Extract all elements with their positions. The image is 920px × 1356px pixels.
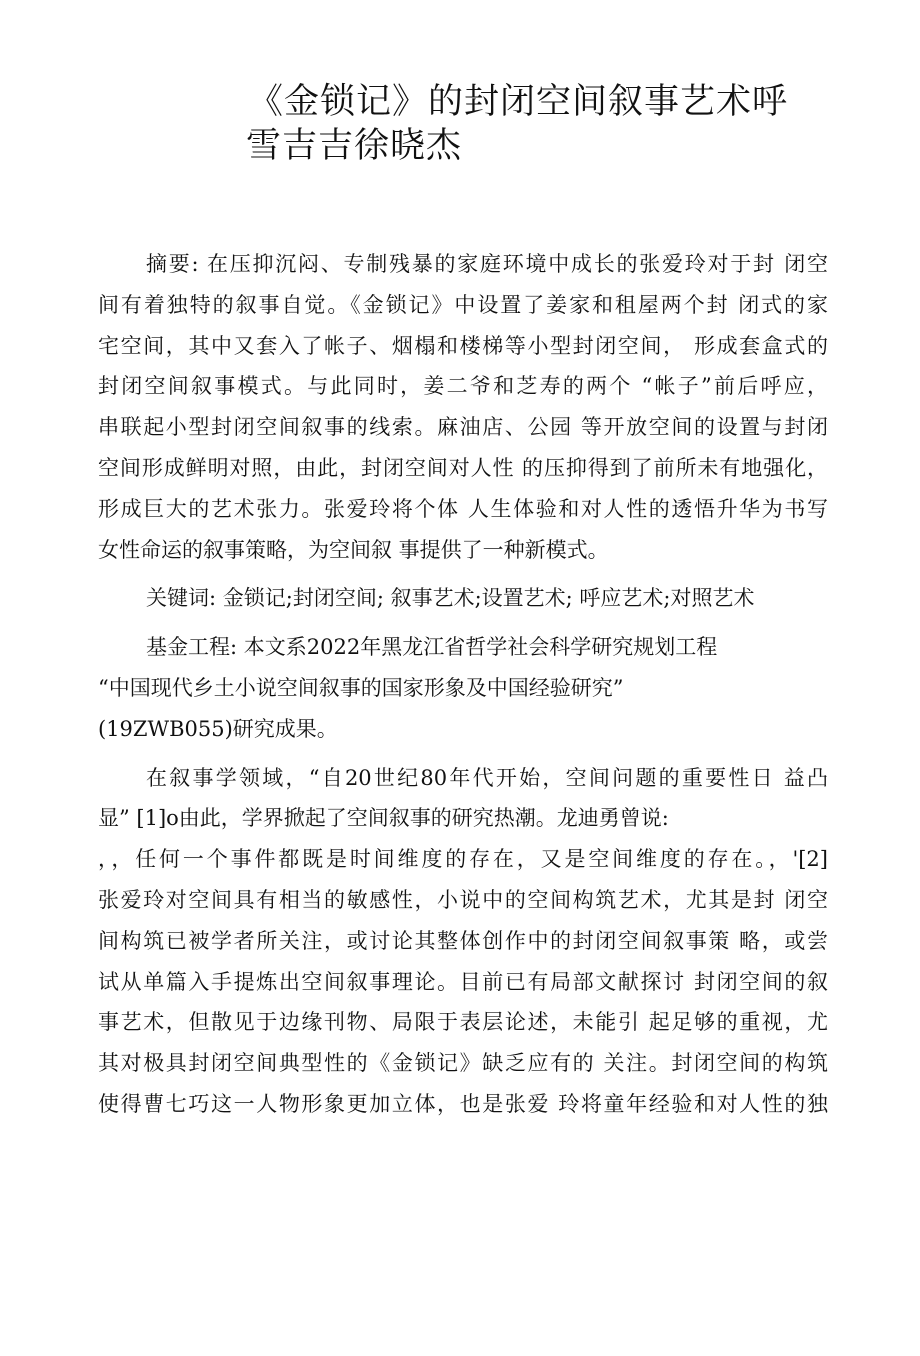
intro-line: 在叙事学领域，“自20世纪80年代开始，空间问题的重要性日 益凸: [146, 765, 828, 790]
fund-line: “中国现代乡土小说空间叙事的国家形象及中国经验研究”: [98, 675, 624, 700]
intro-line: 事艺术，但散见于边缘刊物、局限于表层论述，未能引 起足够的重视，尤: [98, 1010, 828, 1035]
article-title: [246, 80, 846, 168]
article-body: [98, 244, 828, 1125]
intro-line: 张爱玲对空间具有相当的敏感性，小说中的空间构筑艺术，尤其是封 闭空: [98, 887, 828, 912]
spacer: [98, 619, 828, 627]
title-line-1: 《金锁记》的封闭空间叙事艺术呼: [248, 82, 789, 122]
intro-line: 试从单篇入手提炼出空间叙事理论。目前已有局部文献探讨 封闭空间的叙: [98, 969, 828, 994]
spacer: [98, 570, 828, 578]
abstract-line: 女性命运的叙事策略，为空间叙 事提供了一种新模式。: [98, 537, 609, 562]
fund-paragraph: [98, 627, 828, 749]
intro-paragraph: [98, 758, 828, 1125]
abstract-line: 宅空间，其中又套入了帐子、烟榻和楼梯等小型封闭空间， 形成套盒式的: [98, 333, 828, 358]
abstract-line: 串联起小型封闭空间叙事的线索。麻油店、公园 等开放空间的设置与封闭: [98, 415, 828, 440]
intro-line: 间构筑已被学者所关注，或讨论其整体创作中的封闭空间叙事策 略，或尝: [98, 928, 828, 953]
title-line-2: 雪吉吉徐晓杰: [246, 126, 463, 166]
fund-line: 基金工程: 本文系2022年黑龙江省哲学社会科学研究规划工程: [146, 635, 718, 660]
abstract-line: 封闭空间叙事模式。与此同时，姜二爷和芝寿的两个 “帐子”前后呼应，: [98, 374, 828, 399]
abstract-line: 间有着独特的叙事自觉。《金锁记》中设置了姜家和租屋两个封 闭式的家: [98, 292, 828, 317]
intro-line: 其对极具封闭空间典型性的《金锁记》缺乏应有的 关注。封闭空间的构筑: [98, 1051, 828, 1076]
abstract-line: 形成巨大的艺术张力。张爱玲将个体 人生体验和对人性的透悟升华为书写: [98, 496, 828, 521]
fund-line: (19ZWB055)研究成果。: [98, 716, 338, 741]
abstract-line: 空间形成鲜明对照，由此，封闭空间对人性 的压抑得到了前所未有地强化，: [98, 455, 828, 480]
intro-line: ，，任何一个事件都既是时间维度的存在，又是空间维度的存在。，'[2]: [98, 847, 828, 872]
spacer: [98, 750, 828, 758]
abstract-paragraph: [98, 244, 828, 570]
abstract-line: 摘要: 在压抑沉闷、专制残暴的家庭环境中成长的张爱玲对于封 闭空: [146, 252, 828, 276]
intro-line: 使得曹七巧这一人物形象更加立体，也是张爱 玲将童年经验和对人性的独: [98, 1091, 828, 1116]
intro-line: 显” [1]o由此，学界掀起了空间叙事的研究热潮。龙迪勇曾说:: [98, 806, 669, 831]
keywords-paragraph: 关键词: 金锁记;封闭空间; 叙事艺术;设置艺术; 呼应艺术;对照艺术: [146, 586, 755, 611]
